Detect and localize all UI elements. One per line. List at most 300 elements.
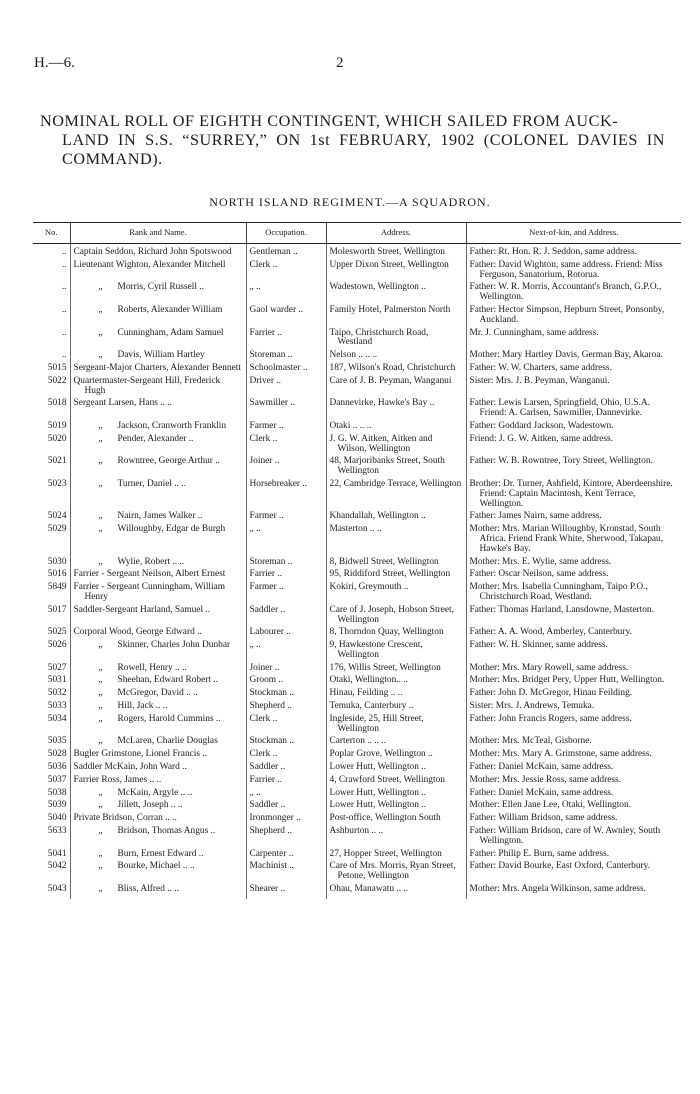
next-of-kin-text: Father: William Bridson, care of W. Awnley, South Wellington. <box>469 826 661 846</box>
column-header-no: No. <box>33 223 70 244</box>
service-number: 5038 <box>47 787 67 798</box>
occupation: Clerk .. <box>246 749 326 762</box>
rank-and-name-text: Rowntree, George Arthur .. <box>117 456 220 467</box>
rank-and-name-text: Saddler-Sergeant Harland, Samuel .. <box>73 604 211 615</box>
address <box>326 627 466 640</box>
table-row <box>33 788 681 801</box>
rank-and-name-text: Willoughby, Edgar de Burgh <box>117 524 226 535</box>
ditto-mark: „ <box>98 662 103 673</box>
service-number: 5015 <box>47 362 67 373</box>
occupation: Schoolmaster .. <box>246 363 326 376</box>
rank-and-name <box>70 640 246 663</box>
occupation: Sawmiller .. <box>246 398 326 421</box>
rank-and-name-text: McKain, Argyle .. .. <box>117 787 193 798</box>
rank-and-name-text: Corporal Wood, George Edward .. <box>73 627 202 638</box>
table-row <box>33 582 681 605</box>
address-text: 4, Crawford Street, Wellington <box>329 774 445 785</box>
next-of-kin <box>466 328 681 351</box>
service-number: 5031 <box>47 675 67 686</box>
service-number: 5633 <box>47 826 67 837</box>
table-row <box>33 701 681 714</box>
service-number: 5033 <box>47 701 67 712</box>
rank-and-name-text: Private Bridson, Corran .. .. <box>73 813 177 824</box>
next-of-kin <box>466 557 681 570</box>
table-row <box>33 524 681 556</box>
address-text: 22, Cambridge Terrace, Wellington <box>329 478 462 489</box>
ditto-mark: „ <box>98 511 103 522</box>
next-of-kin <box>466 479 681 511</box>
address <box>326 775 466 788</box>
rank-and-name-text: Burn, Ernest Edward .. <box>117 848 204 859</box>
occupation: Storeman .. <box>246 350 326 363</box>
ditto-mark: „ <box>98 736 103 747</box>
ditto-mark: „ <box>98 640 103 651</box>
next-of-kin <box>466 675 681 688</box>
address <box>326 569 466 582</box>
next-of-kin <box>466 800 681 813</box>
page-reference: H.—6. <box>34 55 75 71</box>
rank-and-name <box>70 557 246 570</box>
service-number: 5039 <box>47 800 67 811</box>
rank-and-name <box>70 398 246 421</box>
title-line-1: NOMINAL ROLL OF EIGHTH CONTINGENT, WHICH SAILED FROM AUCK- <box>40 112 619 130</box>
address-text: 95, Riddiford Street, Wellington <box>329 569 451 580</box>
service-number: 5037 <box>47 774 67 785</box>
next-of-kin <box>466 762 681 775</box>
table-body <box>33 244 681 899</box>
next-of-kin <box>466 376 681 399</box>
next-of-kin <box>466 627 681 640</box>
next-of-kin-text: Mother: Mrs. Bridget Pery, Upper Hutt, Wellington. <box>469 675 665 686</box>
occupation: Gaol warder .. <box>246 305 326 328</box>
address <box>326 398 466 421</box>
occupation: Farrier .. <box>246 775 326 788</box>
table-row <box>33 260 681 283</box>
address <box>326 884 466 899</box>
next-of-kin-text: Father: Rt. Hon. R. J. Seddon, same address. <box>469 247 637 257</box>
ditto-mark: „ <box>98 826 103 837</box>
rank-and-name-text: Bugler Grimstone, Lionel Francis .. <box>73 749 208 760</box>
address-text: Care of J. Joseph, Hobson Street, Wellington <box>329 604 454 625</box>
service-number: 5023 <box>47 478 67 489</box>
occupation: Stockman .. <box>246 736 326 749</box>
address-text: Taipo, Christchurch Road, Westland <box>329 327 429 348</box>
next-of-kin-text: Mother: Mrs. Marian Willoughby, Kronstad, South Africa. Friend Frank White, Sherwood, Takapau, Hawke's Bay. <box>469 524 664 554</box>
address <box>326 640 466 663</box>
next-of-kin-text: Father: W. B. Rowntree, Tory Street, Wellington. <box>469 456 653 467</box>
service-number: 5041 <box>47 848 67 859</box>
rank-and-name <box>70 813 246 826</box>
occupation: Machinist .. <box>246 861 326 884</box>
address <box>326 479 466 511</box>
ditto-mark: „ <box>98 787 103 798</box>
ditto-mark: „ <box>98 556 103 567</box>
ditto-mark: „ <box>98 701 103 712</box>
address-text: Hinau, Feilding .. .. <box>329 688 403 699</box>
table-row <box>33 861 681 884</box>
rank-and-name <box>70 884 246 899</box>
table-row <box>33 398 681 421</box>
next-of-kin <box>466 569 681 582</box>
rank-and-name <box>70 749 246 762</box>
rank-and-name-text: Skinner, Charles John Dunbar <box>117 640 231 651</box>
rank-and-name <box>70 849 246 862</box>
next-of-kin-text: Mother: Ellen Jane Lee, Otaki, Wellington. <box>469 800 632 811</box>
address <box>326 861 466 884</box>
rank-and-name-text: Jackson, Cranworth Franklin <box>117 420 227 431</box>
table-row <box>33 456 681 479</box>
ditto-mark: „ <box>98 524 103 535</box>
rank-and-name <box>70 788 246 801</box>
address <box>326 788 466 801</box>
service-number: 5018 <box>47 398 67 409</box>
address-text: Poplar Grove, Wellington .. <box>329 749 433 760</box>
next-of-kin <box>466 749 681 762</box>
next-of-kin-text: Father: W. H. Skinner, same address. <box>469 640 608 651</box>
rank-and-name-text: Farrier - Sergeant Neilson, Albert Ernest <box>73 569 226 580</box>
rank-and-name-text: Captain Seddon, Richard John Spotswood <box>73 247 232 257</box>
ditto-mark: „ <box>98 456 103 467</box>
address-text: Temuka, Canterbury .. <box>329 701 414 712</box>
table-row <box>33 762 681 775</box>
table-row <box>33 884 681 899</box>
occupation: Labourer .. <box>246 627 326 640</box>
rank-and-name <box>70 376 246 399</box>
column-header-rank-name: Rank and Name. <box>70 223 246 244</box>
table-row <box>33 813 681 826</box>
service-number: 5026 <box>47 640 67 651</box>
table-row <box>33 675 681 688</box>
next-of-kin-text: Father: Daniel McKain, same address. <box>469 762 614 773</box>
next-of-kin-text: Father: David Bourke, East Oxford, Canterbury. <box>469 861 651 872</box>
rank-and-name <box>70 701 246 714</box>
occupation: Clerk .. <box>246 260 326 283</box>
next-of-kin-text: Father: W. R. Morris, Accountant's Branch, G.P.O., Wellington. <box>469 282 662 303</box>
service-number: 5030 <box>47 556 67 567</box>
table-row <box>33 434 681 457</box>
ditto-mark: „ <box>98 884 103 895</box>
column-header-next-of-kin: Next-of-kin, and Address. <box>466 223 681 244</box>
next-of-kin <box>466 244 681 260</box>
service-number: 5042 <box>47 861 67 872</box>
address-text: Nelson .. .. .. <box>329 350 378 361</box>
table-row <box>33 305 681 328</box>
next-of-kin <box>466 511 681 524</box>
regiment-subtitle: NORTH ISLAND REGIMENT.—A SQUADRON. <box>209 195 491 209</box>
next-of-kin-text: Father: David Wighton, same address. Friend: Miss Ferguson, Sanatorium, Rotorua. <box>469 259 663 280</box>
occupation: Shepherd .. <box>246 701 326 714</box>
service-number: 5036 <box>47 762 67 773</box>
service-number: .. <box>61 247 67 257</box>
next-of-kin <box>466 582 681 605</box>
address <box>326 434 466 457</box>
address-text: Ashburton .. .. <box>329 826 384 837</box>
address-text: Family Hotel, Palmerston North <box>329 304 451 315</box>
table-row <box>33 688 681 701</box>
next-of-kin-text: Father: Daniel McKain, same address. <box>469 787 614 798</box>
address <box>326 663 466 676</box>
next-of-kin-text: Mother: Mary Hartley Davis, German Bay, Akaroa. <box>469 350 663 361</box>
occupation: Farmer .. <box>246 582 326 605</box>
rank-and-name <box>70 714 246 737</box>
rank-and-name <box>70 456 246 479</box>
table-row <box>33 826 681 849</box>
rank-and-name <box>70 524 246 556</box>
rank-and-name <box>70 688 246 701</box>
next-of-kin <box>466 305 681 328</box>
rank-and-name-text: Turner, Daniel .. .. <box>117 478 187 489</box>
table-row <box>33 328 681 351</box>
rank-and-name-text: Rowell, Henry .. .. <box>117 662 187 673</box>
next-of-kin-text: Mr. J. Cunningham, same address. <box>469 327 599 338</box>
rank-and-name <box>70 244 246 260</box>
rank-and-name <box>70 282 246 305</box>
rank-and-name-text: Davis, William Hartley <box>117 350 205 361</box>
next-of-kin <box>466 282 681 305</box>
next-of-kin-text: Mother: Mrs. Jessie Ross, same address. <box>469 774 622 785</box>
rank-and-name-text: Farrier Ross, James .. .. <box>73 774 162 785</box>
address <box>326 813 466 826</box>
next-of-kin-text: Mother: Mrs. E. Wylie, same address. <box>469 556 612 567</box>
next-of-kin-text: Mother: Mrs. McTeal, Gisborne. <box>469 736 592 747</box>
occupation: Driver .. <box>246 376 326 399</box>
rank-and-name <box>70 305 246 328</box>
service-number: 5025 <box>47 627 67 638</box>
rank-and-name-text: McGregor, David .. .. <box>117 688 198 699</box>
table-row <box>33 569 681 582</box>
table-row <box>33 557 681 570</box>
rank-and-name <box>70 627 246 640</box>
occupation: Saddler .. <box>246 762 326 775</box>
next-of-kin-text: Father: James Nairn, same address. <box>469 511 602 522</box>
occupation: Farrier .. <box>246 328 326 351</box>
rank-and-name <box>70 762 246 775</box>
next-of-kin <box>466 363 681 376</box>
service-number: 5020 <box>47 433 67 444</box>
address-text: Masterton .. .. <box>329 524 382 535</box>
address <box>326 328 466 351</box>
rank-and-name-text: Nairn, James Walker .. <box>117 511 203 522</box>
occupation: Clerk .. <box>246 714 326 737</box>
rank-and-name <box>70 511 246 524</box>
service-number: 5016 <box>47 569 67 580</box>
occupation: Horsebreaker .. <box>246 479 326 511</box>
next-of-kin-text: Father: Lewis Larsen, Springfield, Ohio, U.S.A. Friend: A. Carlsen, Sawmiller, Dannevirke. <box>469 398 650 419</box>
service-number: .. <box>61 282 67 293</box>
next-of-kin <box>466 701 681 714</box>
service-number: 5019 <box>47 420 67 431</box>
next-of-kin-text: Father: Thomas Harland, Lansdowne, Masterton. <box>469 604 654 615</box>
table-row <box>33 421 681 434</box>
column-header-occupation: Occupation. <box>246 223 326 244</box>
service-number: .. <box>61 259 67 270</box>
address-text: Dannevirke, Hawke's Bay .. <box>329 398 435 409</box>
table-row <box>33 363 681 376</box>
occupation: Gentleman .. <box>246 244 326 260</box>
address <box>326 524 466 556</box>
table-row <box>33 749 681 762</box>
service-number: 5017 <box>47 604 67 615</box>
rank-and-name-text: Sheehan, Edward Robert .. <box>117 675 218 686</box>
occupation: Saddler .. <box>246 605 326 628</box>
table-row <box>33 714 681 737</box>
next-of-kin-text: Father: W. W. Charters, same address. <box>469 362 612 373</box>
next-of-kin-text: Friend: J. G. W. Aitken, same address. <box>469 433 613 444</box>
service-number: 5040 <box>47 813 67 824</box>
service-number: 5035 <box>47 736 67 747</box>
rank-and-name <box>70 663 246 676</box>
ditto-mark: „ <box>98 478 103 489</box>
table-row <box>33 511 681 524</box>
next-of-kin-text: Father: William Bridson, same address. <box>469 813 618 824</box>
address <box>326 736 466 749</box>
service-number: 5043 <box>47 884 67 895</box>
address-text: Carterton .. .. .. <box>329 736 386 747</box>
address <box>326 582 466 605</box>
occupation: „ .. <box>246 282 326 305</box>
occupation: Farmer .. <box>246 511 326 524</box>
table-row <box>33 736 681 749</box>
next-of-kin <box>466 640 681 663</box>
address <box>326 849 466 862</box>
rank-and-name-text: Pender, Alexander .. <box>117 433 194 444</box>
next-of-kin <box>466 434 681 457</box>
service-number: 5028 <box>47 749 67 760</box>
ditto-mark: „ <box>98 848 103 859</box>
table-row <box>33 627 681 640</box>
next-of-kin-text: Father: John D. McGregor, Hinau Feilding. <box>469 688 633 699</box>
rank-and-name-text: Bliss, Alfred .. .. <box>117 884 179 895</box>
next-of-kin-text: Mother: Mrs. Mary A. Grimstone, same address. <box>469 749 652 760</box>
table-row <box>33 479 681 511</box>
rank-and-name-text: Bourke, Michael .. .. <box>117 861 195 872</box>
rank-and-name <box>70 861 246 884</box>
address <box>326 244 466 260</box>
next-of-kin-text: Brother: Dr. Turner, Ashfield, Kintore, Aberdeenshire. Friend: Captain Macintosh, Kent Terrace, Wellington. <box>469 478 673 509</box>
occupation: „ .. <box>246 640 326 663</box>
ditto-mark: „ <box>98 861 103 872</box>
address <box>326 605 466 628</box>
next-of-kin <box>466 605 681 628</box>
address-text: Post-office, Wellington South <box>329 813 441 824</box>
next-of-kin <box>466 826 681 849</box>
address-text: Molesworth Street, Wellington <box>329 247 445 257</box>
address-text: Care of Mrs. Morris, Ryan Street, Petone, Wellington <box>329 861 456 882</box>
address-text: 48, Marjoribanks Street, South Wellington <box>329 456 445 477</box>
rank-and-name <box>70 479 246 511</box>
address-text: Otaki, Wellington.. .. <box>329 675 408 686</box>
address <box>326 762 466 775</box>
address-text: Wadestown, Wellington .. <box>329 282 426 293</box>
rank-and-name-text: Bridson, Thomas Angus .. <box>117 826 216 837</box>
next-of-kin <box>466 421 681 434</box>
address-text: Care of J. B. Peyman, Wanganui <box>329 375 452 386</box>
occupation: Farrier .. <box>246 569 326 582</box>
rank-and-name <box>70 675 246 688</box>
rank-and-name-text: Wylie, Robert .. .. <box>117 556 185 567</box>
ditto-mark: „ <box>98 327 103 338</box>
ditto-mark: „ <box>98 688 103 699</box>
ditto-mark: „ <box>98 304 103 315</box>
ditto-mark: „ <box>98 675 103 686</box>
next-of-kin-text: Mother: Mrs. Angela Wilkinson, same address. <box>469 884 647 895</box>
page-number: 2 <box>336 55 344 71</box>
address <box>326 282 466 305</box>
rank-and-name-text: Sergeant Larsen, Hans .. .. <box>73 398 172 409</box>
table-row <box>33 350 681 363</box>
service-number: 5022 <box>47 375 67 386</box>
nominal-roll-table <box>33 222 681 899</box>
service-number: 5032 <box>47 688 67 699</box>
service-number: .. <box>61 350 67 361</box>
next-of-kin <box>466 398 681 421</box>
occupation: „ .. <box>246 788 326 801</box>
title-continuation: LAND IN S.S. “SURREY,” ON 1st FEBRUARY, 1902 (COLONEL DAVIES IN COMMAND). <box>62 131 665 168</box>
next-of-kin <box>466 788 681 801</box>
rank-and-name <box>70 421 246 434</box>
rank-and-name-text: Roberts, Alexander William <box>117 304 223 315</box>
next-of-kin-text: Mother: Mrs. Mary Rowell, same address. <box>469 662 629 673</box>
address <box>326 260 466 283</box>
next-of-kin-text: Father: Oscar Neilson, same address. <box>469 569 609 580</box>
address <box>326 701 466 714</box>
table-row <box>33 376 681 399</box>
rank-and-name-text: Lieutenant Wighton, Alexander Mitchell <box>73 259 226 270</box>
ditto-mark: „ <box>98 350 103 361</box>
rank-and-name <box>70 260 246 283</box>
next-of-kin-text: Father: John Francis Rogers, same address. <box>469 713 632 724</box>
next-of-kin <box>466 350 681 363</box>
rank-and-name <box>70 350 246 363</box>
occupation: Storeman .. <box>246 557 326 570</box>
rank-and-name <box>70 800 246 813</box>
rank-and-name-text: Sergeant-Major Charters, Alexander Bennett <box>73 362 241 373</box>
occupation: Joiner .. <box>246 663 326 676</box>
rank-and-name-text: Cunningham, Adam Samuel <box>117 327 224 338</box>
occupation: Carpenter .. <box>246 849 326 862</box>
rank-and-name <box>70 434 246 457</box>
rank-and-name <box>70 605 246 628</box>
occupation: Farmer .. <box>246 421 326 434</box>
address <box>326 749 466 762</box>
ditto-mark: „ <box>98 420 103 431</box>
ditto-mark: „ <box>98 433 103 444</box>
address <box>326 376 466 399</box>
table-row <box>33 640 681 663</box>
address <box>326 456 466 479</box>
next-of-kin-text: Sister: Mrs. J. Andrews, Temuka. <box>469 701 595 712</box>
next-of-kin-text: Father: Goddard Jackson, Wadestown. <box>469 420 614 431</box>
address-text: 8, Thorndon Quay, Wellington <box>329 627 444 638</box>
next-of-kin <box>466 260 681 283</box>
address <box>326 826 466 849</box>
rank-and-name-text: Morris, Cyril Russell .. <box>117 282 204 293</box>
address-text: Otaki .. .. .. <box>329 420 372 431</box>
table-row <box>33 775 681 788</box>
next-of-kin <box>466 849 681 862</box>
rank-and-name <box>70 328 246 351</box>
next-of-kin <box>466 813 681 826</box>
address <box>326 688 466 701</box>
next-of-kin <box>466 775 681 788</box>
occupation: „ .. <box>246 524 326 556</box>
service-number: 5029 <box>47 524 67 535</box>
service-number: 5034 <box>47 713 67 724</box>
address <box>326 557 466 570</box>
address-text: 187, Wilson's Road, Christchurch <box>329 362 456 373</box>
address <box>326 363 466 376</box>
next-of-kin-text: Father: A. A. Wood, Amberley, Canterbury. <box>469 627 632 638</box>
